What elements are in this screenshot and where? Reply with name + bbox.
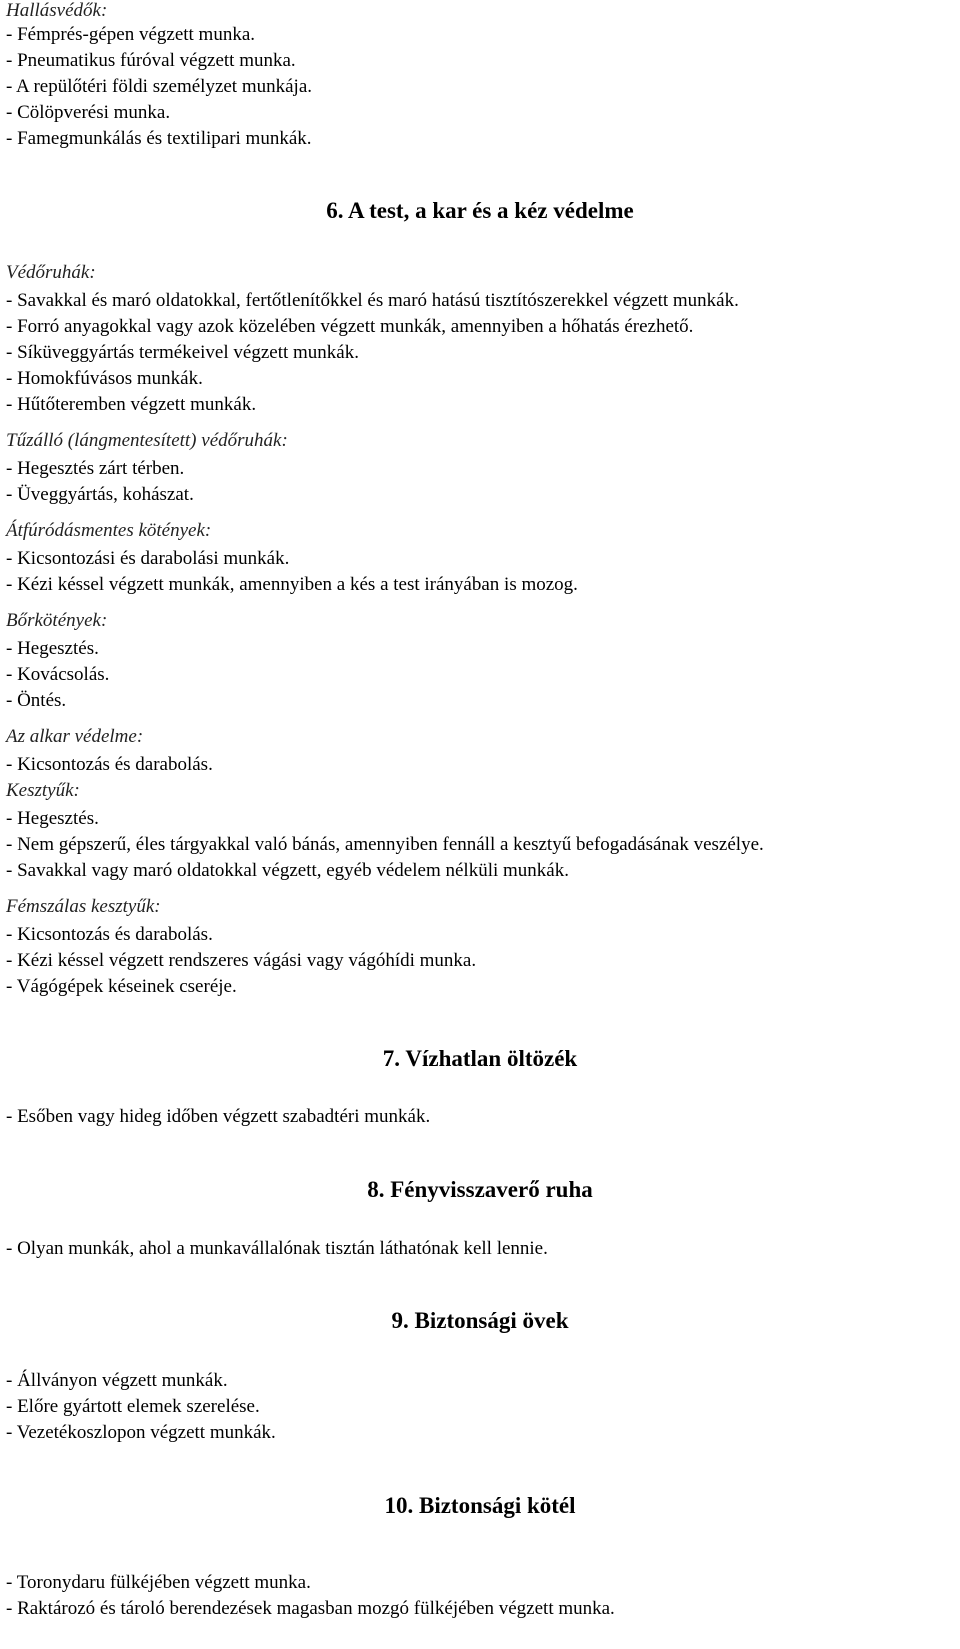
list-item: - Kicsontozás és darabolás.: [6, 754, 213, 775]
list-item: - Esőben vagy hideg időben végzett szabadtéri munkák.: [6, 1106, 431, 1127]
list-item: - Savakkal vagy maró oldatokkal végzett, egyéb védelem nélküli munkák.: [6, 860, 569, 881]
group-title: Fémszálas kesztyűk:: [6, 896, 161, 917]
list-item: - Hegesztés.: [6, 808, 99, 829]
list-item: - Famegmunkálás és textilipari munkák.: [6, 128, 312, 149]
group-title: Kesztyűk:: [6, 780, 80, 801]
list-item: - Vezetékoszlopon végzett munkák.: [6, 1422, 276, 1443]
section-heading-9: 9. Biztonsági övek: [391, 1308, 569, 1333]
group-title: Átfúródásmentes kötények:: [6, 520, 212, 541]
list-item: - Kézi késsel végzett munkák, amennyiben a kés a test irányában is mozog.: [6, 574, 578, 595]
list-item: - Cölöpverési munka.: [6, 102, 171, 123]
list-item: - Olyan munkák, ahol a munkavállalónak tisztán láthatónak kell lennie.: [6, 1238, 548, 1259]
list-item: - Homokfúvásos munkák.: [6, 368, 203, 389]
list-item: - Előre gyártott elemek szerelése.: [6, 1396, 260, 1417]
section-heading-10: 10. Biztonsági kötél: [384, 1493, 576, 1518]
hearing-protection-title: Hallásvédők:: [6, 0, 108, 21]
list-item: - Síküveggyártás termékeivel végzett munkák.: [6, 342, 359, 363]
group-title: Bőrkötények:: [6, 610, 108, 631]
list-item: - Vágógépek késeinek cseréje.: [6, 976, 237, 997]
section-heading-8: 8. Fényvisszaverő ruha: [367, 1177, 593, 1202]
list-item: - Hűtőteremben végzett munkák.: [6, 394, 257, 415]
list-item: - Kicsontozási és darabolási munkák.: [6, 548, 290, 569]
section-heading-7: 7. Vízhatlan öltözék: [382, 1046, 578, 1071]
list-item: - Forró anyagokkal vagy azok közelében végzett munkák, amennyiben a hőhatás érezhető.: [6, 316, 694, 337]
list-item: - Kicsontozás és darabolás.: [6, 924, 213, 945]
group-title: Tűzálló (lángmentesített) védőruhák:: [6, 430, 288, 451]
group-title: Védőruhák:: [6, 262, 96, 283]
list-item: - Nem gépszerű, éles tárgyakkal való bánás, amennyiben fennáll a kesztyű befogadásának veszélye.: [6, 834, 764, 855]
list-item: - Savakkal és maró oldatokkal, fertőtlenítőkkel és maró hatású tisztítószerekkel végzett munkák.: [6, 290, 739, 311]
list-item: - A repülőtéri földi személyzet munkája.: [6, 76, 313, 97]
list-item: - Toronydaru fülkéjében végzett munka.: [6, 1572, 311, 1593]
list-item: - Állványon végzett munkák.: [6, 1370, 228, 1391]
list-item: - Fémprés-gépen végzett munka.: [6, 24, 256, 45]
section-heading-6: 6. A test, a kar és a kéz védelme: [326, 198, 634, 223]
list-item: - Pneumatikus fúróval végzett munka.: [6, 50, 296, 71]
list-item: - Hegesztés.: [6, 638, 99, 659]
list-item: - Öntés.: [6, 690, 67, 711]
list-item: - Hegesztés zárt térben.: [6, 458, 185, 479]
group-title: Az alkar védelme:: [6, 726, 144, 747]
list-item: - Kovácsolás.: [6, 664, 110, 685]
list-item: - Üveggyártás, kohászat.: [6, 484, 194, 505]
list-item: - Raktározó és tároló berendezések magasban mozgó fülkéjében végzett munka.: [6, 1598, 615, 1619]
list-item: - Kézi késsel végzett rendszeres vágási vagy vágóhídi munka.: [6, 950, 477, 971]
